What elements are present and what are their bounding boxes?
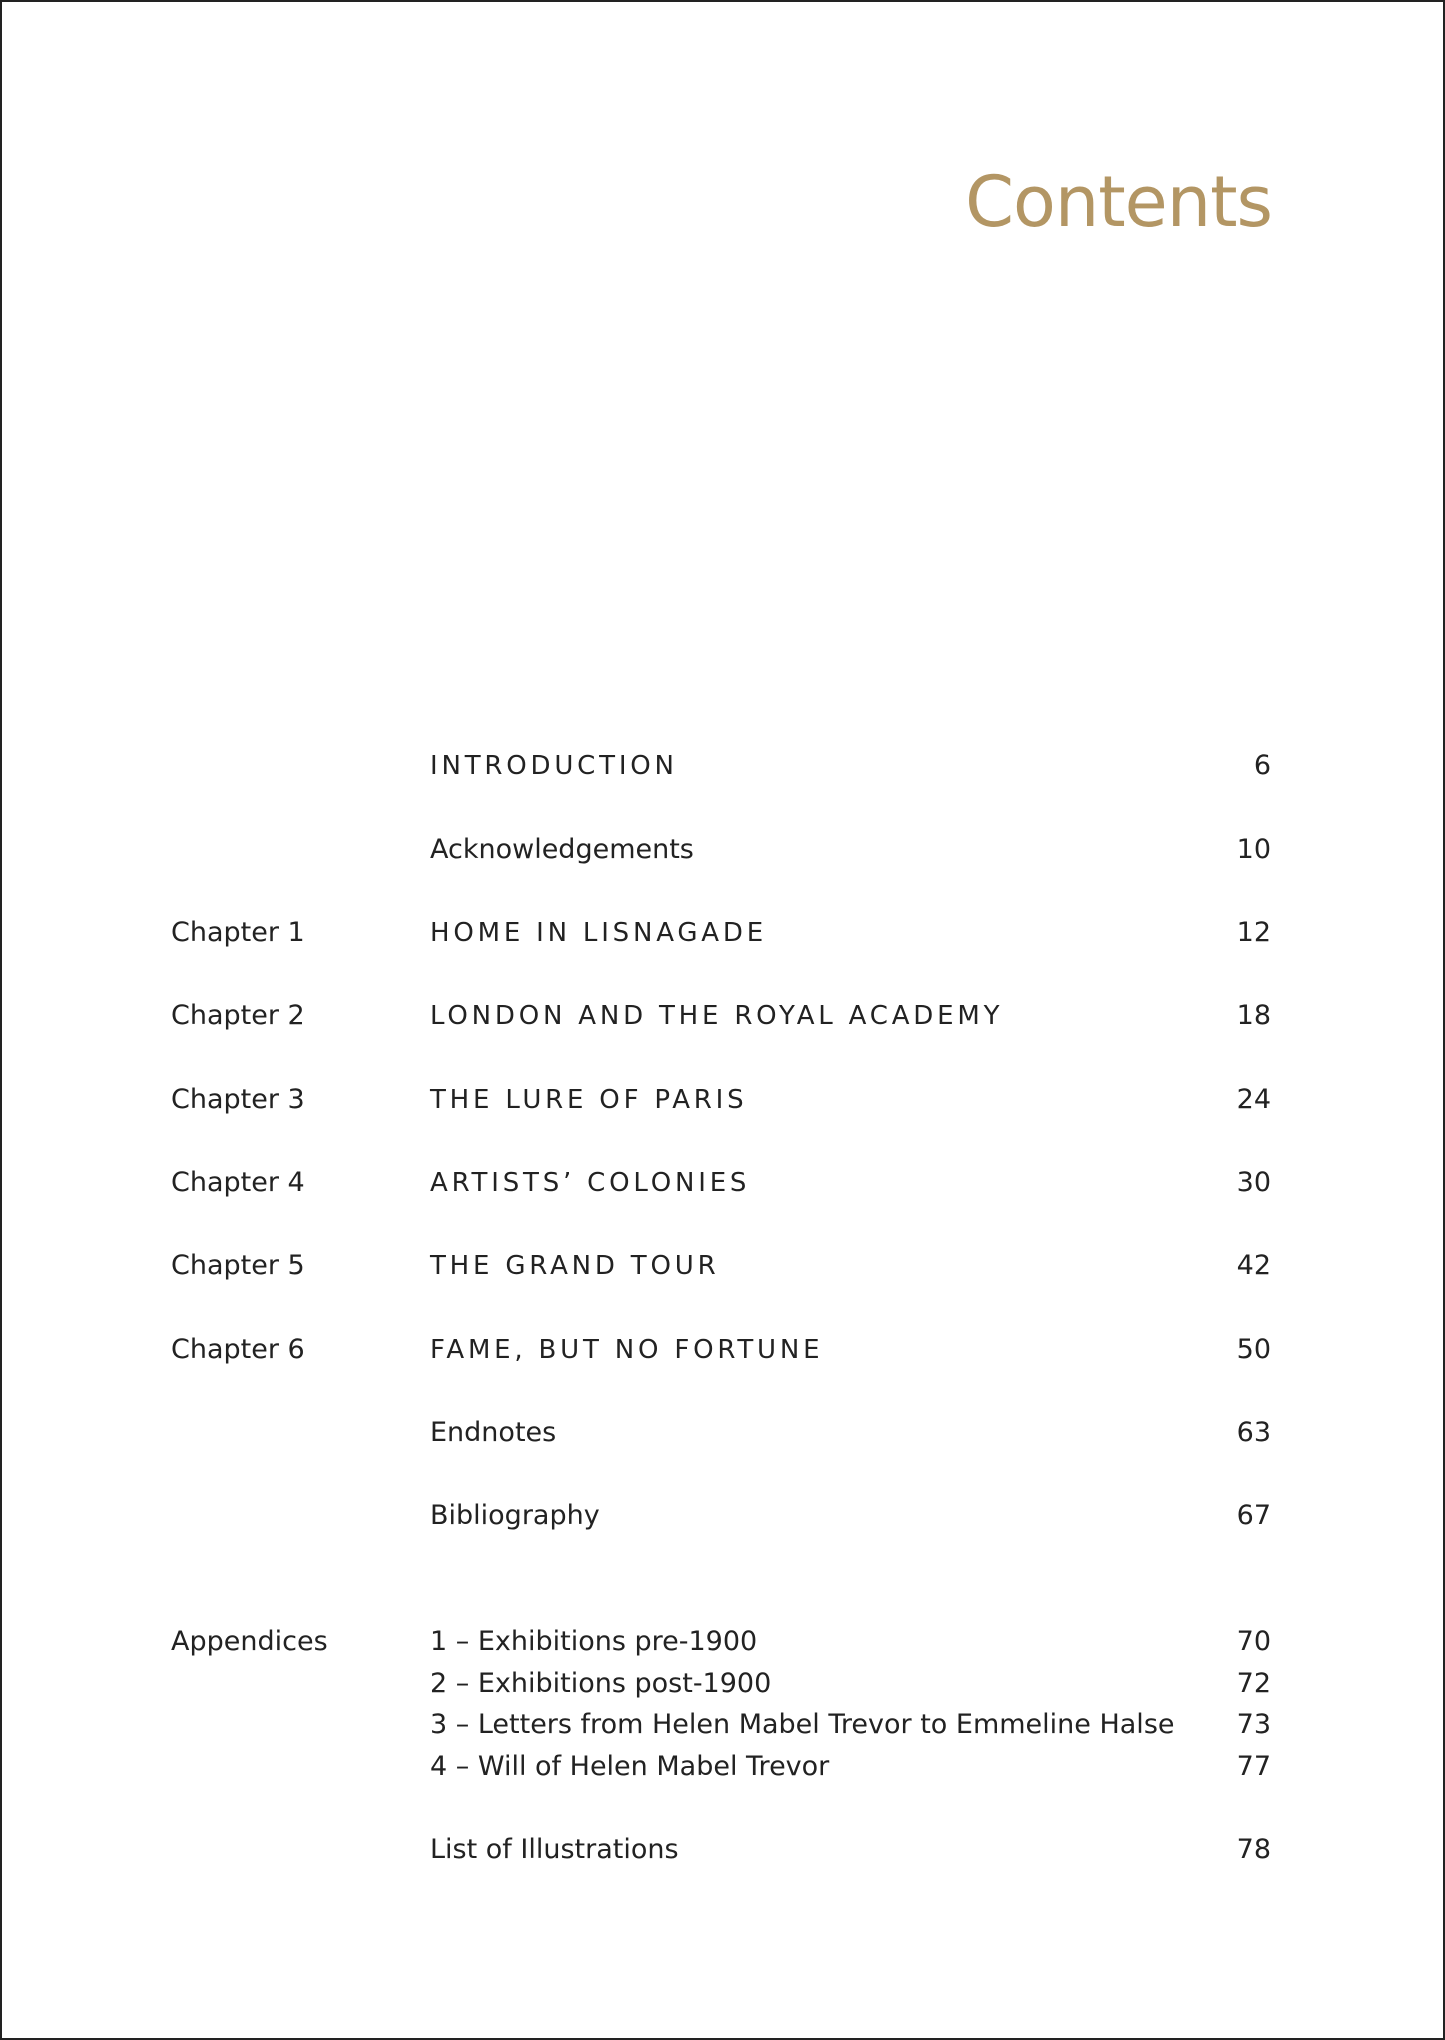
toc-entry-appendix-1[interactable]	[2, 1620, 1445, 1662]
entry-page-number: 12	[1236, 917, 1271, 948]
entry-page-number: 63	[1236, 1417, 1271, 1448]
entry-title: Bibliography	[430, 1500, 600, 1531]
chapter-label: Chapter 2	[171, 1000, 305, 1031]
toc-entry-chapter-1[interactable]	[2, 911, 1445, 955]
entry-page-number: 6	[1253, 750, 1271, 781]
toc-entry-appendix-3[interactable]	[2, 1703, 1445, 1745]
entry-page-number: 10	[1236, 834, 1271, 865]
entry-page-number: 42	[1236, 1250, 1271, 1281]
appendices-label: Appendices	[171, 1626, 328, 1657]
toc-entry-acknowledgements[interactable]	[2, 828, 1445, 872]
toc-entry-list-of-illustrations[interactable]	[2, 1828, 1445, 1872]
entry-title: Acknowledgements	[430, 834, 694, 865]
toc-entry-chapter-6[interactable]	[2, 1328, 1445, 1372]
entry-title: 3 – Letters from Helen Mabel Trevor to Emmeline Halse	[430, 1709, 1175, 1740]
chapter-label: Chapter 1	[171, 917, 305, 948]
entry-page-number: 67	[1236, 1500, 1271, 1531]
entry-page-number: 30	[1236, 1167, 1271, 1198]
entry-title: INTRODUCTION	[430, 751, 678, 781]
entry-page-number: 77	[1236, 1751, 1271, 1782]
toc-entry-chapter-5[interactable]	[2, 1244, 1445, 1288]
entry-title: 4 – Will of Helen Mabel Trevor	[430, 1751, 830, 1782]
toc-entry-bibliography[interactable]	[2, 1494, 1445, 1538]
entry-title: 1 – Exhibitions pre-1900	[430, 1626, 758, 1657]
chapter-label: Chapter 5	[171, 1250, 305, 1281]
entry-page-number: 70	[1236, 1626, 1271, 1657]
entry-title: List of Illustrations	[430, 1834, 679, 1865]
chapter-label: Chapter 3	[171, 1084, 305, 1115]
entry-page-number: 50	[1236, 1334, 1271, 1365]
entry-page-number: 24	[1236, 1084, 1271, 1115]
chapter-label: Chapter 4	[171, 1167, 305, 1198]
entry-page-number: 73	[1236, 1709, 1271, 1740]
entry-title: FAME, BUT NO FORTUNE	[430, 1335, 824, 1365]
entry-title: ARTISTS’ COLONIES	[430, 1168, 751, 1198]
page-title: Contents	[965, 161, 1272, 243]
entry-title: 2 – Exhibitions post-1900	[430, 1668, 772, 1699]
entry-title: THE GRAND TOUR	[430, 1251, 720, 1281]
toc-entry-chapter-4[interactable]	[2, 1161, 1445, 1205]
entry-page-number: 72	[1236, 1668, 1271, 1699]
toc-entry-chapter-2[interactable]	[2, 994, 1445, 1038]
entry-title: THE LURE OF PARIS	[430, 1085, 748, 1115]
entry-title: HOME IN LISNAGADE	[430, 918, 767, 948]
toc-entry-appendix-2[interactable]	[2, 1662, 1445, 1704]
entry-page-number: 78	[1236, 1834, 1271, 1865]
toc-entry-chapter-3[interactable]	[2, 1078, 1445, 1122]
chapter-label: Chapter 6	[171, 1334, 305, 1365]
entry-title: Endnotes	[430, 1417, 557, 1448]
entry-title: LONDON AND THE ROYAL ACADEMY	[430, 1001, 1004, 1031]
entry-page-number: 18	[1236, 1000, 1271, 1031]
toc-entry-appendix-4[interactable]	[2, 1745, 1445, 1787]
toc-entry-endnotes[interactable]	[2, 1411, 1445, 1455]
toc-entry-introduction[interactable]	[2, 744, 1445, 788]
